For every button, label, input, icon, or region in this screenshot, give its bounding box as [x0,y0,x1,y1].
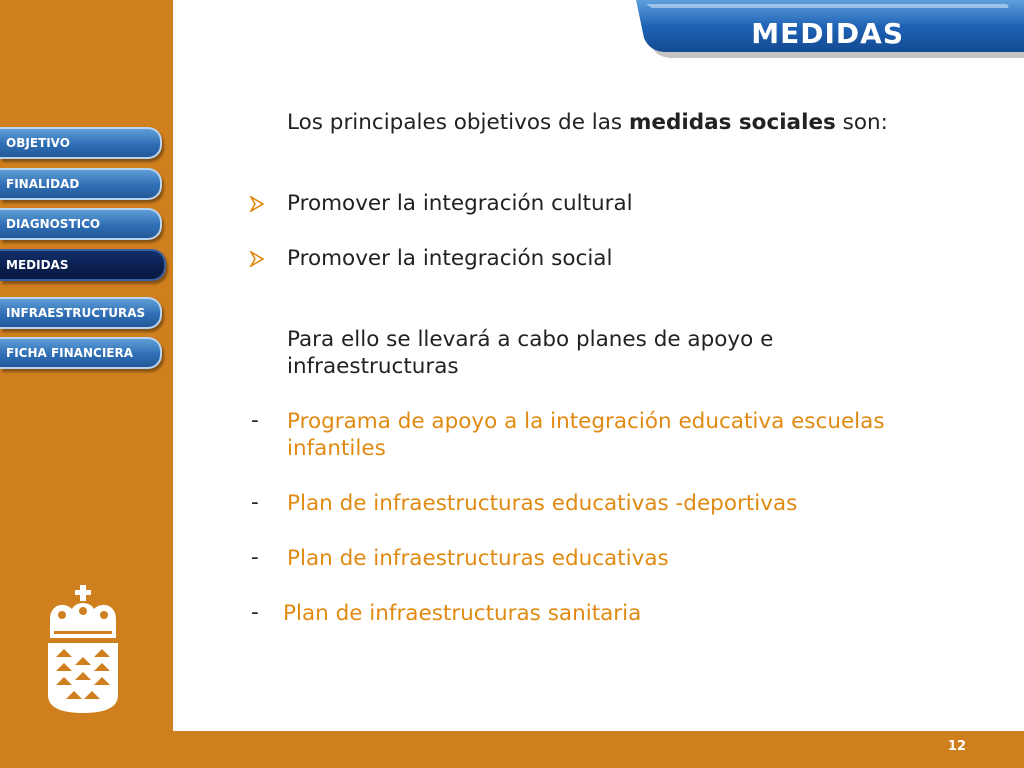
arrow-bullet-icon [249,196,265,212]
nav-item-infraestructuras[interactable]: INFRAESTRUCTURAS [0,297,162,329]
intro-bold: medidas sociales [628,110,836,135]
dash-bullet: - [251,408,259,433]
plan-item: Programa de apoyo a la integración educativa escuelas [287,409,885,434]
nav-item-ficha-financiera[interactable]: FICHA FINANCIERA [0,337,162,369]
arrow-bullet-icon [249,251,265,267]
plan-item: Plan de infraestructuras educativas [287,546,669,571]
coat-of-arms-logo [44,585,122,715]
plan-item: Plan de infraestructuras sanitaria [283,601,642,626]
nav-item-medidas[interactable]: MEDIDAS [0,249,166,281]
intro-post: son: [835,110,888,135]
intro-text [287,109,888,136]
dash-bullet: - [251,600,259,625]
bullet-item: Promover la integración social [287,246,613,271]
page-number: 12 [947,739,966,754]
footer-bar [0,731,1024,768]
dash-bullet: - [251,545,259,570]
nav-item-finalidad[interactable]: FINALIDAD [0,168,162,200]
nav-item-objetivo[interactable]: OBJETIVO [0,127,162,159]
plan-item-continued: infantiles [287,436,386,461]
dash-bullet: - [251,490,259,515]
page-title: MEDIDAS [751,17,904,50]
nav-item-diagnostico[interactable]: DIAGNOSTICO [0,208,162,240]
paragraph-line-2: infraestructuras [287,354,459,379]
plan-item: Plan de infraestructuras educativas -deportivas [287,491,798,516]
paragraph-line-1: Para ello se llevará a cabo planes de apoyo e [287,327,774,352]
bullet-item: Promover la integración cultural [287,191,633,216]
intro-pre: Los principales objetivos de las [287,110,629,135]
